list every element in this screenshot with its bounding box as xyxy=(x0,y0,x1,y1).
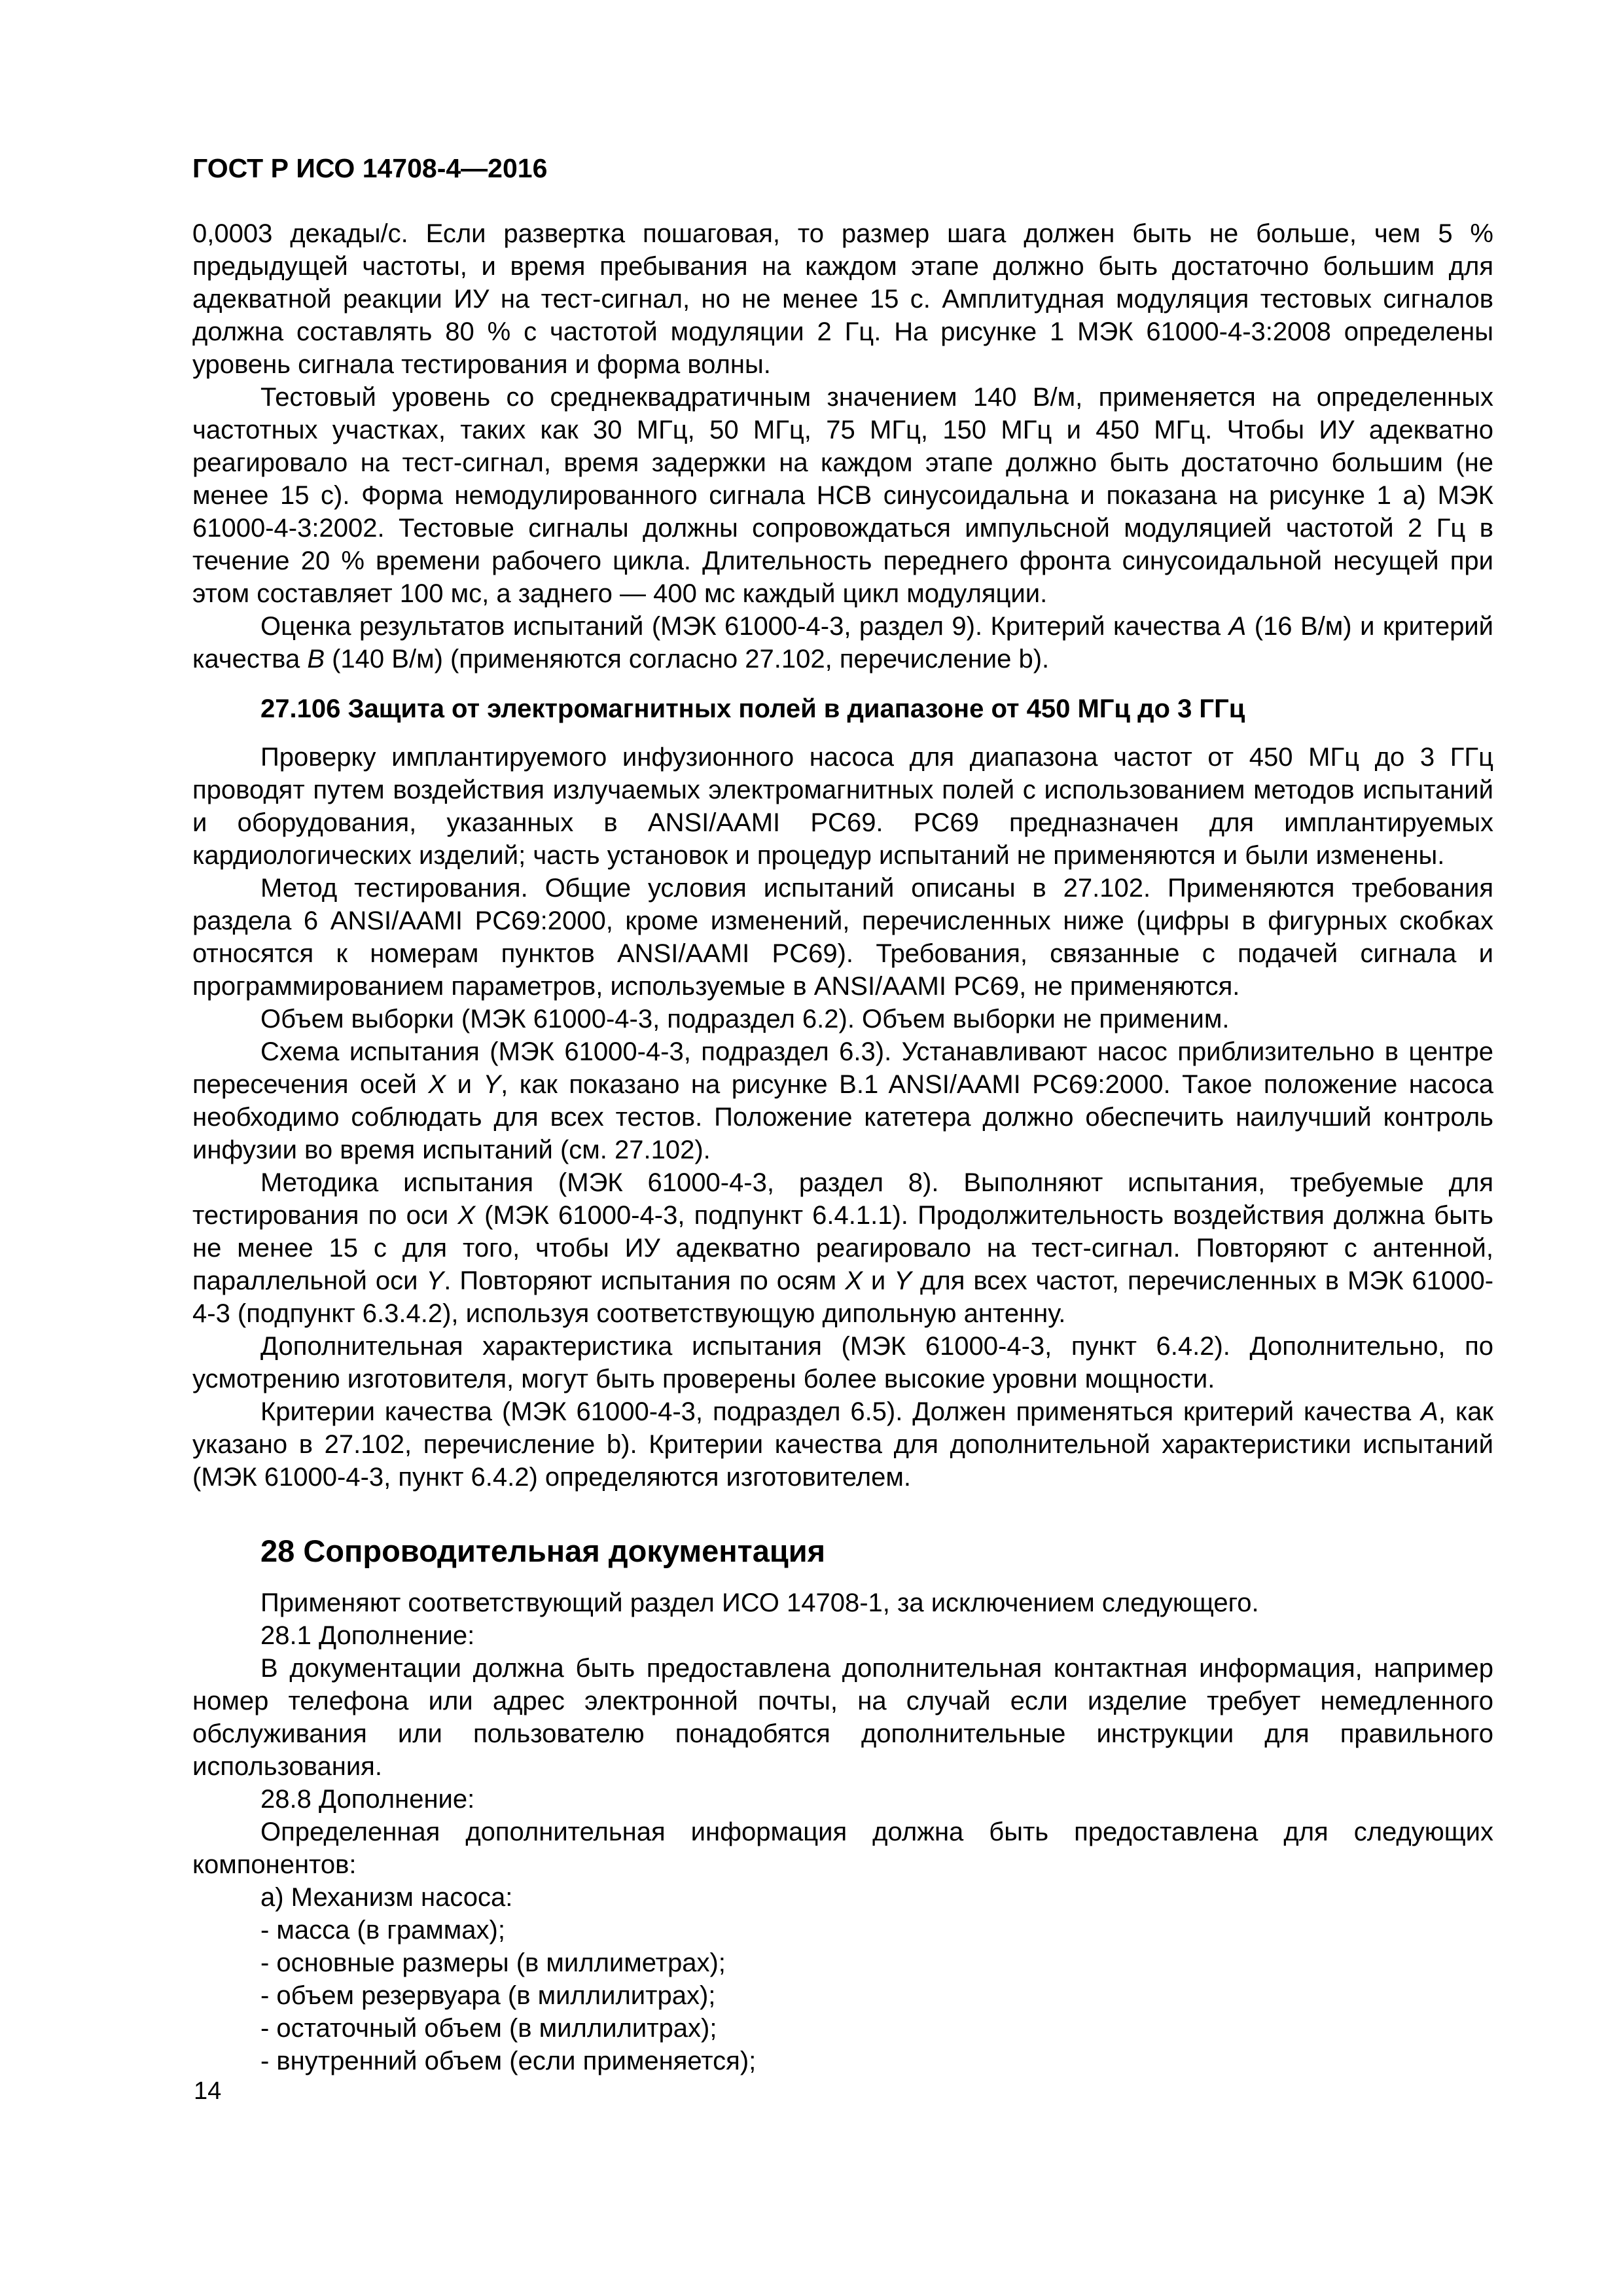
italic-run: B xyxy=(307,645,325,673)
text-run: Оценка результатов испытаний (МЭК 61000-4-3, раздел 9). Критерий качества xyxy=(260,612,1229,641)
text-run: (16 В/м) и критерий качества xyxy=(192,612,1494,673)
text-run: , как указано в 27.102, перечисление b). Критерии качества для дополнительной характеристики испытаний (МЭК 61000-4-3, пункт 6.4.2) определяются изготовителем. xyxy=(192,1397,1493,1492)
text-run: Критерии качества (МЭК 61000-4-3, подраздел 6.5). Должен применяться критерий качества xyxy=(260,1397,1421,1426)
list-item: а) Механизм насоса: xyxy=(260,1883,513,1912)
paragraph: Дополнительная характеристика испытания (МЭК 61000-4-3, пункт 6.4.2). Дополнительно, по усмотрению изготовителя, могут быть проверены более высокие уровни мощности. xyxy=(192,1332,1493,1393)
subsection-heading: 27.106 Защита от электромагнитных полей в диапазоне от 450 МГц до 3 ГГц xyxy=(260,694,1245,723)
paragraph: Объем выборки (МЭК 61000-4-3, подраздел 6.2). Объем выборки не применим. xyxy=(260,1005,1230,1033)
text-run: Схема испытания (МЭК 61000-4-3, подраздел 6.3). Устанавливают насос приблизительно в центре пересечения осей xyxy=(192,1037,1493,1099)
list-item: - основные размеры (в миллиметрах); xyxy=(260,1948,726,1977)
list-item: - внутренний объем (если применяется); xyxy=(260,2047,757,2075)
italic-run: X xyxy=(428,1070,446,1099)
running-header: ГОСТ Р ИСО 14708-4—2016 xyxy=(192,153,548,183)
italic-run: A xyxy=(1228,612,1247,641)
paragraph: 28.1 Дополнение: xyxy=(260,1621,475,1650)
paragraph xyxy=(192,610,1493,675)
italic-run: X xyxy=(457,1201,476,1230)
list-item: - остаточный объем (в миллилитрах); xyxy=(260,2014,717,2043)
section-heading: 28 Сопроводительная документация xyxy=(260,1534,826,1568)
italic-run: Y xyxy=(483,1070,501,1099)
text-run: и xyxy=(446,1070,484,1099)
paragraph xyxy=(192,1166,1493,1330)
italic-run: X xyxy=(845,1266,863,1295)
text-run: для всех частот, перечисленных в МЭК 61000-4-3 (подпункт 6.3.4.2), используя соответствующую дипольную антенну. xyxy=(192,1266,1494,1328)
paragraph: 28.8 Дополнение: xyxy=(260,1785,475,1814)
text-run: Методика испытания (МЭК 61000-4-3, раздел 8). Выполняют испытания, требуемые для тестирования по оси xyxy=(192,1168,1493,1230)
paragraph xyxy=(192,1395,1493,1494)
italic-run: Y xyxy=(894,1266,912,1295)
italic-run: A xyxy=(1421,1397,1438,1426)
paragraph: Проверку имплантируемого инфузионного насоса для диапазона частот от 450 МГц до 3 ГГц проводят путем воздействия излучаемых электромагнитных полей с использованием методов испытаний и оборудования, указанных в ANSI/AAMI PC69. PC69 предназначен для имплантируемых кардиологических изделий; часть установок и процедур испытаний не применяются и были изменены. xyxy=(192,743,1493,870)
list-item: - масса (в граммах); xyxy=(260,1916,505,1945)
paragraph: Тестовый уровень со среднеквадратичным значением 140 В/м, применяется на определенных частотных участках, таких как 30 МГц, 50 МГц, 75 МГц, 150 МГц и 450 МГц. Чтобы ИУ адекватно реагировало на тест-сигнал, время задержки на каждом этапе должно быть достаточно большим (не менее 15 с). Форма немодулированного сигнала НСВ синусоидальна и показана на рисунке 1 а) МЭК 61000-4-3:2002. Тестовые сигналы должны сопровождаться импульсной модуляцией частотой 2 Гц в течение 20 % времени рабочего цикла. Длительность переднего фронта синусоидальной несущей при этом составляет 100 мс, а заднего — 400 мс каждый цикл модуляции. xyxy=(192,383,1493,608)
paragraph: В документации должна быть предоставлена дополнительная контактная информация, например номер телефона или адрес электронной почты, на случай если изделие требует немедленного обслуживания или пользователю понадобятся дополнительные инструкции для правильного использования. xyxy=(192,1654,1493,1781)
text-run: , как показано на рисунке B.1 ANSI/AAMI PC69:2000. Такое положение насоса необходимо соблюдать для всех тестов. Положение катетера должно обеспечить наилучший контроль инфузии во время испытаний (см. 27.102). xyxy=(192,1070,1493,1164)
text-run: (МЭК 61000-4-3, подпункт 6.4.1.1). Продолжительность воздействия должна быть не менее 15 с для того, чтобы ИУ адекватно реагировало на тест-сигнал. Повторяют с антенной, параллельной оси xyxy=(192,1201,1493,1295)
paragraph: 0,0003 декады/с. Если развертка пошаговая, то размер шага должен быть не больше, чем 5 % предыдущей частоты, и время пребывания на каждом этапе должно быть достаточно большим для адекватной реакции ИУ на тест-сигнал, но не менее 15 с. Амплитудная модуляция тестовых сигналов должна составлять 80 % с частотой модуляции 2 Гц. На рисунке 1 МЭК 61000-4-3:2008 определены уровень сигнала тестирования и форма волны. xyxy=(192,219,1493,379)
page-number: 14 xyxy=(194,2077,222,2105)
paragraph xyxy=(192,1035,1493,1166)
paragraph: Применяют соответствующий раздел ИСО 14708-1, за исключением следующего. xyxy=(260,1588,1259,1617)
italic-run: Y xyxy=(426,1266,444,1295)
paragraph: Определенная дополнительная информация должна быть предоставлена для следующих компонентов: xyxy=(192,1818,1493,1879)
paragraph: Метод тестирования. Общие условия испытаний описаны в 27.102. Применяются требования раздела 6 ANSI/AAMI PC69:2000, кроме изменений, перечисленных ниже (цифры в фигурных скобках относятся к номерам пунктов ANSI/AAMI PC69). Требования, связанные с подачей сигнала и программированием параметров, используемые в ANSI/AAMI PC69, не применяются. xyxy=(192,874,1493,1001)
text-run: (140 В/м) (применяются согласно 27.102, перечисление b). xyxy=(325,645,1050,673)
list-item: - объем резервуара (в миллилитрах); xyxy=(260,1981,716,2010)
text-run: . Повторяют испытания по осям xyxy=(444,1266,846,1295)
component-list xyxy=(192,1881,1493,2077)
text-run: и xyxy=(862,1266,895,1295)
